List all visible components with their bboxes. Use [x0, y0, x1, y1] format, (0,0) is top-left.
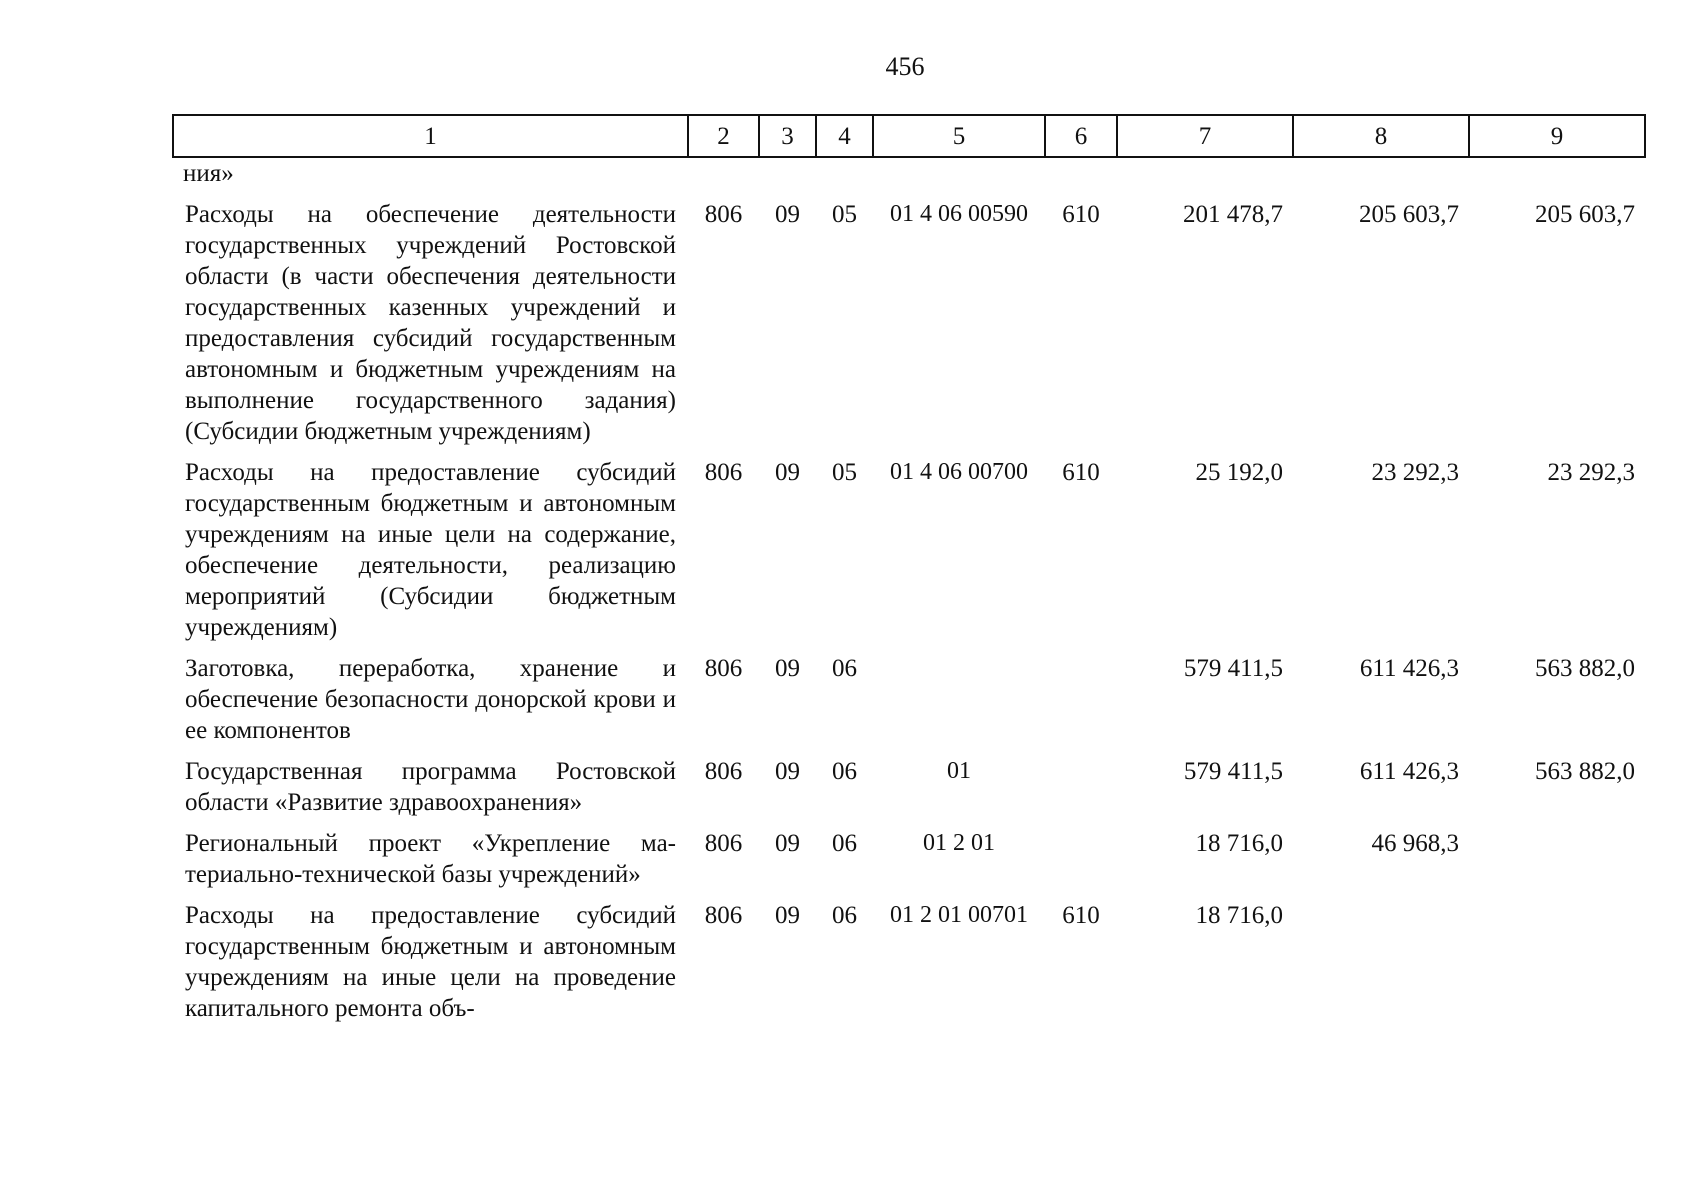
header-cell: 9	[1469, 115, 1645, 157]
table-row	[173, 756, 1645, 818]
cell-col8: 611 426,3	[1359, 758, 1459, 785]
table-row	[173, 653, 1645, 746]
header-cell: 7	[1117, 115, 1293, 157]
header-cell: 8	[1293, 115, 1469, 157]
row-description: Государственная программа Ростовской области «Развитие здравоохранения»	[185, 758, 676, 816]
cell-col2: 806	[704, 201, 743, 228]
row-description: Заготовка, переработка, хранение и обеспечение безопасности донорской крови и ее компонентов	[185, 655, 676, 744]
cell-col4: 05	[832, 201, 857, 228]
cell-col2: 806	[704, 459, 743, 486]
cell-col3: 09	[775, 758, 800, 785]
row-description: Расходы на обеспечение деятельности государственных учреждений Ростовской области (в части обеспечения деятельности государственных казенных учреждений и предоставления субсидий государственным автономным и бюджетным учреждениям на выполнение государственного задания) (Субсидии бюджетным учреждениям)	[185, 201, 676, 445]
cell-col6: 610	[1062, 902, 1100, 929]
cell-col3: 09	[775, 830, 800, 857]
header-cell: 2	[688, 115, 759, 157]
cell-col7: 25 192,0	[1195, 459, 1283, 486]
cell-col5: 01 4 06 00590	[890, 201, 1028, 227]
table-row	[173, 457, 1645, 643]
header-cell: 5	[873, 115, 1045, 157]
cell-col2	[688, 157, 759, 189]
cell-col7	[1117, 157, 1293, 189]
cell-col4: 06	[832, 655, 857, 682]
cell-col3: 09	[775, 655, 800, 682]
cell-col4: 06	[832, 902, 857, 929]
cell-col8: 205 603,7	[1359, 201, 1459, 228]
cell-col3: 09	[775, 459, 800, 486]
page-number: 456	[885, 52, 925, 81]
cell-col6	[1045, 756, 1117, 818]
row-description: Расходы на предоставление субсидий государственным бюджетным и автономным учреждениям на иные цели на проведение капитального ремонта объ-	[185, 902, 676, 1022]
cell-col9	[1469, 157, 1645, 189]
cell-col7: 201 478,7	[1183, 201, 1283, 228]
row-description: Расходы на предоставление субсидий государственным бюджетным и автономным учреждениям на иные цели на содержание, обеспечение деятельности, реализацию мероприятий (Субсидии бюджетным учреждениям)	[185, 459, 676, 641]
cell-col5	[873, 653, 1045, 746]
cell-col8	[1293, 157, 1469, 189]
cell-col8: 23 292,3	[1371, 459, 1459, 486]
cell-col2: 806	[704, 655, 743, 682]
cell-col9	[1469, 828, 1645, 890]
table-row	[173, 900, 1645, 1024]
table-row	[173, 828, 1645, 890]
cell-col4: 05	[832, 459, 857, 486]
cell-col4	[816, 157, 873, 189]
cell-col6: 610	[1062, 459, 1100, 486]
cell-col5: 01 2 01 00701	[890, 902, 1028, 928]
cell-col3: 09	[775, 201, 800, 228]
cell-col2: 806	[704, 902, 743, 929]
cell-col7: 579 411,5	[1183, 655, 1283, 682]
cell-col6: 610	[1062, 201, 1100, 228]
cell-col9: 563 882,0	[1535, 655, 1635, 682]
header-cell: 1	[173, 115, 688, 157]
cell-col8: 46 968,3	[1371, 830, 1459, 857]
cell-col9	[1469, 900, 1645, 1024]
cell-col5: 01	[947, 758, 971, 784]
cell-col7: 18 716,0	[1195, 902, 1283, 929]
table-row	[173, 157, 1645, 189]
header-cell: 4	[816, 115, 873, 157]
cell-col5: 01 2 01	[923, 830, 995, 856]
header-cell: 6	[1045, 115, 1117, 157]
cell-col6	[1045, 653, 1117, 746]
cell-col3: 09	[775, 902, 800, 929]
cell-col9: 23 292,3	[1547, 459, 1635, 486]
cell-col7: 18 716,0	[1195, 830, 1283, 857]
cell-col4: 06	[832, 830, 857, 857]
cell-col8: 611 426,3	[1359, 655, 1459, 682]
cell-col8	[1293, 900, 1469, 1024]
header-row	[173, 115, 1645, 157]
cell-col6	[1045, 157, 1117, 189]
row-description: ния»	[183, 160, 234, 187]
cell-col6	[1045, 828, 1117, 890]
row-description: Региональный проект «Укрепление материально-технической базы учреждений»	[185, 830, 676, 888]
cell-col4: 06	[832, 758, 857, 785]
cell-col5	[873, 157, 1045, 189]
cell-col3	[759, 157, 816, 189]
cell-col2: 806	[704, 830, 743, 857]
cell-col9: 205 603,7	[1535, 201, 1635, 228]
cell-col7: 579 411,5	[1183, 758, 1283, 785]
cell-col2: 806	[704, 758, 743, 785]
table-row	[173, 199, 1645, 447]
cell-col5: 01 4 06 00700	[890, 459, 1028, 485]
cell-col9: 563 882,0	[1535, 758, 1635, 785]
header-cell: 3	[759, 115, 816, 157]
budget-table	[172, 114, 1646, 1024]
